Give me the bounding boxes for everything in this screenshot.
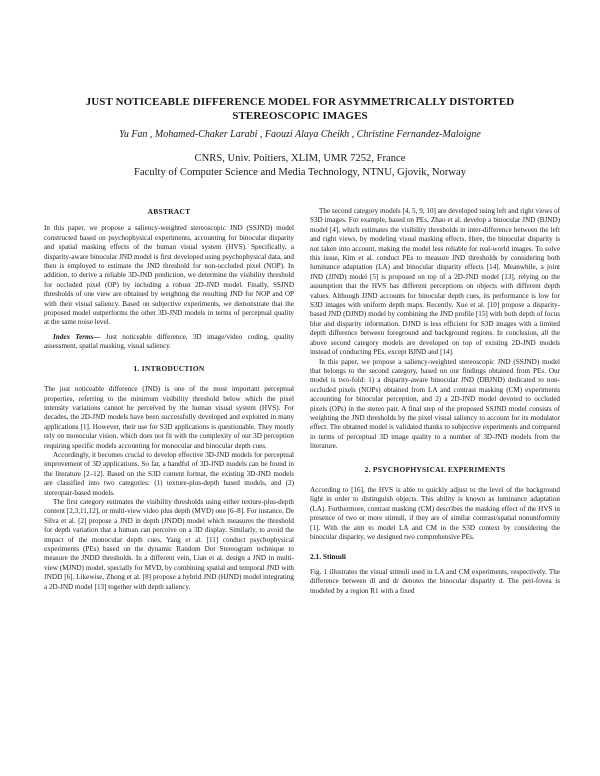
abstract-heading: ABSTRACT [147,207,191,216]
introduction-heading: 1. INTRODUCTION [133,363,205,373]
intro-paragraph-2: Accordingly, it becomes crucial to develop effective 3D-JND models for perceptual improvement of 3D applications. So far, a handful of 3D-JND models can be found in the literature [2–12]. Based on the S3D content format, the existing 3D-JND models are classified into two categories: (1) texture-plus-depth based models, and (2) stereopair-based models. [44,450,294,497]
psychophysical-heading: 2. PSYCHOPHYSICAL EXPERIMENTS [364,464,506,474]
left-column [44,207,294,592]
affiliation-2: Faculty of Computer Science and Media Technology, NTNU, Gjovik, Norway [133,167,466,178]
affiliations [20,152,580,180]
index-terms-label: Index Terms— [53,332,101,341]
right-column [310,207,560,596]
psychophysical-paragraph: According to [16], the HVS is able to quickly adjust to the level of the background light in order to distinguish objects. This ability is known as luminance adaptation (LA). Furthermore, contrast masking (CM) describes the masking effect of the HVS in presence of two or more stimuli, if they are of similar contrast/spatial nonuniformity [1]. With the aim to model LA and CM in the S3D context by considering the binocular disparity, we designed two comprehensive PEs. [310,485,560,541]
intro-paragraph-1: The just noticeable difference (JND) is one of the most important perceptual properties, referring to the minimum visibility threshold below which the pixel intensity variations cannot be perceived by the human visual system (HVS). For decades, the 2D-JND models have been successfully developed and exploited in many applications [1]. However, their use for S3D applications is questionable. They mostly rely on monocular vision, which does not fit with the complexity of our 3D perception requiring specific models accounting for monocular and binocular depth cues. [44,385,294,450]
title-line-2: STEREOSCOPIC IMAGES [232,110,368,122]
index-terms-text: Just noticeable difference, 3D image/video coding, quality assessment, spatial masking, visual saliency. [44,332,294,351]
contribution-paragraph: In this paper, we propose a saliency-weighted stereoscopic JND (SSJND) model that belongs to the second category, based on our findings obtained from PEs. Our model is two-fold: 1) a disparity-aware binocular JND (DBJND) dedicated to non-occluded pixels (NOPs) obtained from LA and contrast masking (CM) experiments accounting for binocular perception, and 2) a 2D-JND model devoted to occluded pixels (OPs) in the stereo pair. A final step of the proposed SSJND model consists of weighting the JND thresholds by the pixel visual saliency to account for its modulator effect. The obtained model is validated thanks to subjective experiments and compared in terms of perceptual 3D image quality to a number of 3D-JND models from the literature. [310,357,560,451]
author-list: Yu Fan , Mohamed-Chaker Larabi , Faouzi Alaya Cheikh , Christine Fernandez-Maloigne [119,129,481,140]
index-terms [44,333,294,352]
stimuli-paragraph: Fig. 1 illustrates the visual stimuli used in LA and CM experiments, respectively. The difference between dl and dr denotes the binocular disparity d. The peri-fovea is modeled by a region R1 with a fixed [310,567,560,595]
related-work-paragraph: The second category models [4, 5, 9, 10] are developed using left and right views of S3D images. For example, based on PEs, Zhao et al. develop a binocular JND (BJND) model [4], which estimates the visibility thresholds in inter-difference between the left and right views, by modeling visual masking effects. Here, the binocular disparity is not taken into account, making the model less reliable for real-world images. To solve this issue, Kim et al. conduct PEs to measure JND thresholds by considering both luminance adaptation (LA) and binocular disparity effects [14]. Meanwhile, a joint JND (JJND) model [5] is proposed on top of a 2D-JND model [13], relying on the assumption that the HVS has different perceptions on objects with different depth values. Although JJND accounts for binocular depth cues, its performance is low for S3D images with uniform depth maps. Recently, Xue et al. [10] propose a disparity-based JND (DJND) model by combining the JND profile [15] with both depth of focus blur and disparity information. DJND is less efficient for S3D images with a limited depth difference between foreground and background regions. In conclusion, all the above second category models are developed on top of existing 2D-JND models instead of conducting PEs, except BJND and [14]. [310,207,560,357]
stimuli-heading: 2.1. Stimuli [310,552,346,562]
intro-paragraph-3: The first category estimates the visibility thresholds using either texture-plus-depth content [2,3,11,12], or multi-view video plus depth (MVD) one [6–8]. For instance, De Silva et al. [2] propose a JND in depth (JNDD) model which measures the threshold for depth variation that a human can perceive on a 3D display. Similarly, to avoid the impact of the monocular depth cues, Yang et al. [11] conduct psychophysical experiments (PEs) based on the dynamic Random Dot Stereogram technique to measure the JNDD thresholds. In a different vein, Lian et al. design a JND in multi-view (MJND) model, specially for MVD, by combining spatial and temporal JND with JNDD [6]. Likewise, Zhong et al. [8] propose a hybrid JND (HJND) model integrating a 2D-JND model [13] together with depth saliency. [44,497,294,591]
affiliation-1: CNRS, Univ. Poitiers, XLIM, UMR 7252, France [194,153,406,164]
abstract-text: In this paper, we propose a saliency-weighted stereoscopic JND (SSJND) model constructed based on psychophysical experiments, accounting for binocular disparity and spatial masking effects of the human visual system (HVS). Specifically, a disparity-aware binocular JND model is first developed using psychophysical data, and then is employed to estimate the JND threshold for non-occluded pixel (NOP). In addition, to derive a reliable 3D-JND prediction, we determine the visibility threshold for occluded pixel (OP) by including a robust 2D-JND model. Finally, SSJND thresholds of one view are obtained by weighting the resulting JND for NOP and OP with their visual saliency. Based on subjective experiments, we demonstrate that the proposed model outperforms the other 3D-JND models in terms of perceptual quality at the same noise level. [44,224,294,327]
paper-title [40,95,560,123]
title-line-1: JUST NOTICEABLE DIFFERENCE MODEL FOR ASYMMETRICALLY DISTORTED [85,96,515,108]
